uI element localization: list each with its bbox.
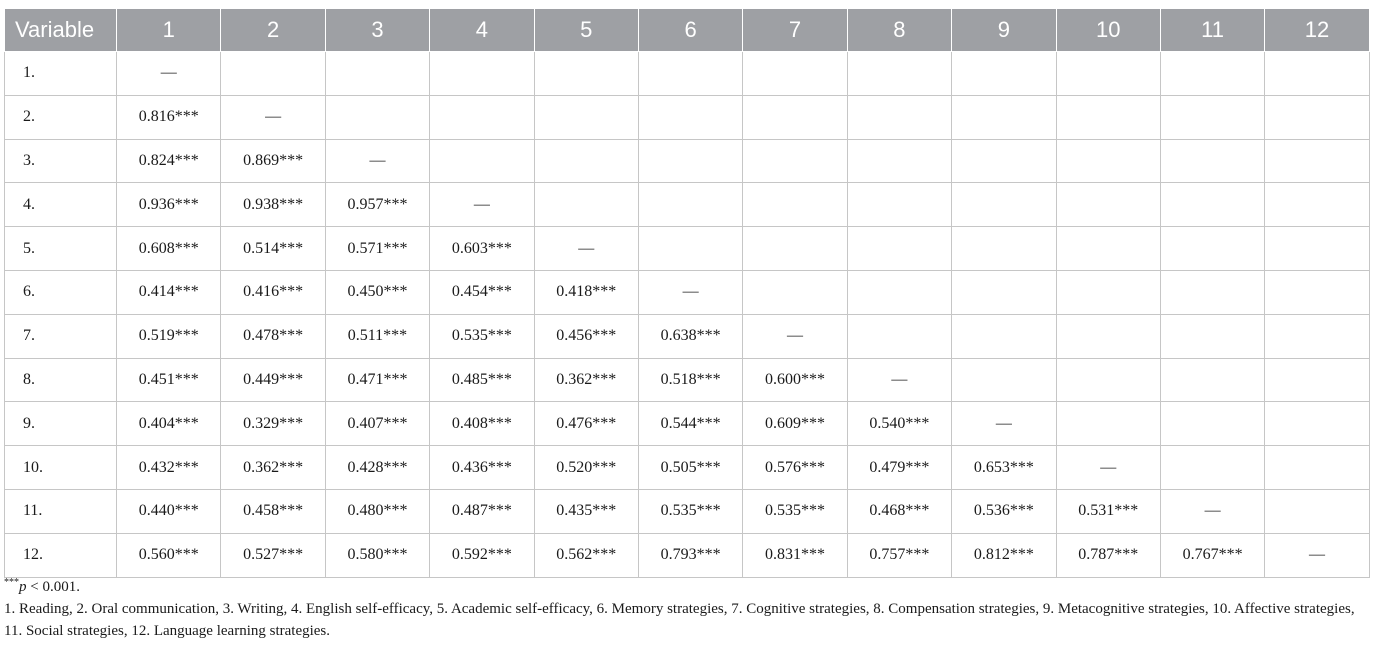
table-cell: 0.432*** [117, 446, 221, 490]
table-cell: 0.938*** [221, 183, 325, 227]
variable-column-header: Variable [5, 9, 117, 52]
table-cell: 0.787*** [1056, 533, 1160, 577]
table-row [5, 446, 1370, 490]
column-header-12: 12 [1265, 9, 1369, 52]
table-cell: 0.362*** [534, 358, 638, 402]
table-cell: — [743, 314, 847, 358]
table-cell [743, 270, 847, 314]
table-cell: — [952, 402, 1056, 446]
table-cell [1160, 402, 1264, 446]
table-header [5, 9, 1370, 52]
table-cell: — [325, 139, 429, 183]
table-cell: — [117, 52, 221, 96]
table-cell [847, 95, 951, 139]
table-cell [1160, 270, 1264, 314]
table-cell: 0.527*** [221, 533, 325, 577]
table-row [5, 95, 1370, 139]
table-cell [1265, 95, 1369, 139]
table-cell: 0.571*** [325, 227, 429, 271]
table-cell: 0.600*** [743, 358, 847, 402]
table-cell [1056, 227, 1160, 271]
table-row [5, 402, 1370, 446]
table-cell [1056, 270, 1160, 314]
table-cell [1160, 95, 1264, 139]
table-cell [1160, 52, 1264, 96]
table-cell [638, 52, 742, 96]
column-header-7: 7 [743, 9, 847, 52]
column-header-4: 4 [430, 9, 534, 52]
table-row [5, 52, 1370, 96]
table-cell [1160, 314, 1264, 358]
table-cell [847, 183, 951, 227]
table-cell: 0.816*** [117, 95, 221, 139]
table-cell: 0.562*** [534, 533, 638, 577]
table-cell: 0.535*** [743, 489, 847, 533]
row-label: 10. [5, 446, 117, 490]
table-cell [534, 95, 638, 139]
table-cell [1265, 358, 1369, 402]
table-row [5, 183, 1370, 227]
table-cell: 0.440*** [117, 489, 221, 533]
table-cell [1056, 314, 1160, 358]
table-cell: 0.511*** [325, 314, 429, 358]
table-cell: 0.468*** [847, 489, 951, 533]
table-row [5, 227, 1370, 271]
table-cell [1056, 139, 1160, 183]
table-cell: 0.404*** [117, 402, 221, 446]
table-cell: 0.812*** [952, 533, 1056, 577]
significance-stars: *** [4, 577, 19, 588]
table-cell: — [1265, 533, 1369, 577]
table-cell [1056, 95, 1160, 139]
table-cell [638, 95, 742, 139]
table-cell [1056, 358, 1160, 402]
column-header-8: 8 [847, 9, 951, 52]
table-cell: 0.454*** [430, 270, 534, 314]
row-label: 9. [5, 402, 117, 446]
table-cell [1056, 183, 1160, 227]
table-cell [534, 52, 638, 96]
table-cell: — [847, 358, 951, 402]
table-cell [638, 227, 742, 271]
table-cell [1160, 358, 1264, 402]
table-cell [743, 139, 847, 183]
table-cell: — [638, 270, 742, 314]
table-cell: 0.458*** [221, 489, 325, 533]
column-header-9: 9 [952, 9, 1056, 52]
table-row [5, 314, 1370, 358]
row-label: 2. [5, 95, 117, 139]
row-label: 7. [5, 314, 117, 358]
table-cell: 0.519*** [117, 314, 221, 358]
table-row [5, 533, 1370, 577]
table-cell [1265, 139, 1369, 183]
table-cell: 0.535*** [638, 489, 742, 533]
table-cell: 0.471*** [325, 358, 429, 402]
column-header-3: 3 [325, 9, 429, 52]
table-cell [1265, 314, 1369, 358]
table-row [5, 489, 1370, 533]
significance-threshold: < 0.001. [26, 579, 80, 595]
table-cell [638, 139, 742, 183]
table-cell: 0.408*** [430, 402, 534, 446]
row-label: 11. [5, 489, 117, 533]
table-cell [1265, 270, 1369, 314]
table-cell [430, 95, 534, 139]
row-label: 8. [5, 358, 117, 402]
table-row [5, 358, 1370, 402]
row-label: 5. [5, 227, 117, 271]
table-cell: 0.418*** [534, 270, 638, 314]
column-header-2: 2 [221, 9, 325, 52]
table-cell: 0.362*** [221, 446, 325, 490]
table-cell: 0.560*** [117, 533, 221, 577]
column-header-11: 11 [1160, 9, 1264, 52]
table-cell [952, 314, 1056, 358]
table-cell [325, 95, 429, 139]
p-symbol: p [19, 579, 27, 595]
variable-legend-footnote: 1. Reading, 2. Oral communication, 3. Writing, 4. English self-efficacy, 5. Academic self-efficacy, 6. Memory strategies, 7. Cognitive strategies, 8. Compensation strategies, 9. Metacognitive strategies, 10. Affective strategies, 11. Social strategies, 12. Language learning strategies. [4, 601, 1355, 639]
table-cell: 0.767*** [1160, 533, 1264, 577]
table-cell: 0.476*** [534, 402, 638, 446]
column-header-5: 5 [534, 9, 638, 52]
table-cell: 0.603*** [430, 227, 534, 271]
table-cell [952, 358, 1056, 402]
table-cell [952, 183, 1056, 227]
table-cell [847, 52, 951, 96]
table-cell: 0.449*** [221, 358, 325, 402]
table-cell: 0.451*** [117, 358, 221, 402]
header-row [5, 9, 1370, 52]
correlation-table [4, 8, 1370, 578]
table-cell: 0.450*** [325, 270, 429, 314]
table-cell: 0.757*** [847, 533, 951, 577]
table-cell: 0.428*** [325, 446, 429, 490]
table-cell [1160, 227, 1264, 271]
table-cell: 0.485*** [430, 358, 534, 402]
table-row [5, 139, 1370, 183]
table-cell: 0.653*** [952, 446, 1056, 490]
table-cell [952, 52, 1056, 96]
table-cell [1265, 52, 1369, 96]
table-cell: 0.435*** [534, 489, 638, 533]
table-cell [952, 270, 1056, 314]
table-cell [1265, 227, 1369, 271]
column-header-10: 10 [1056, 9, 1160, 52]
table-cell: 0.831*** [743, 533, 847, 577]
table-cell [743, 52, 847, 96]
table-cell: 0.824*** [117, 139, 221, 183]
table-cell [847, 139, 951, 183]
table-cell [952, 227, 1056, 271]
row-label: 3. [5, 139, 117, 183]
table-cell: 0.638*** [638, 314, 742, 358]
table-cell [1160, 183, 1264, 227]
table-cell: 0.416*** [221, 270, 325, 314]
table-cell [1160, 446, 1264, 490]
table-cell: 0.487*** [430, 489, 534, 533]
table-cell [1056, 402, 1160, 446]
table-cell: 0.505*** [638, 446, 742, 490]
table-cell [221, 52, 325, 96]
table-cell: 0.957*** [325, 183, 429, 227]
table-cell [952, 95, 1056, 139]
significance-footnote [4, 572, 80, 598]
column-header-1: 1 [117, 9, 221, 52]
table-cell: 0.478*** [221, 314, 325, 358]
table-cell [534, 183, 638, 227]
table-cell: 0.592*** [430, 533, 534, 577]
table-cell: 0.407*** [325, 402, 429, 446]
table-cell: 0.456*** [534, 314, 638, 358]
table-cell: 0.576*** [743, 446, 847, 490]
table-cell [1265, 446, 1369, 490]
table-cell [743, 95, 847, 139]
table-cell [1265, 489, 1369, 533]
table-cell [1160, 139, 1264, 183]
table-cell: 0.479*** [847, 446, 951, 490]
table-cell: 0.608*** [117, 227, 221, 271]
table-cell: 0.436*** [430, 446, 534, 490]
table-cell [534, 139, 638, 183]
table-cell: 0.480*** [325, 489, 429, 533]
table-body [5, 52, 1370, 578]
table-cell [847, 227, 951, 271]
row-label: 6. [5, 270, 117, 314]
table-cell [952, 139, 1056, 183]
table-cell: 0.414*** [117, 270, 221, 314]
table-cell: 0.518*** [638, 358, 742, 402]
table-cell: 0.535*** [430, 314, 534, 358]
table-cell: 0.580*** [325, 533, 429, 577]
table-cell: 0.544*** [638, 402, 742, 446]
table-cell [743, 227, 847, 271]
table-cell [847, 270, 951, 314]
table-cell: 0.520*** [534, 446, 638, 490]
row-label: 4. [5, 183, 117, 227]
table-cell: — [534, 227, 638, 271]
table-cell [1265, 402, 1369, 446]
table-cell: 0.540*** [847, 402, 951, 446]
table-cell [430, 139, 534, 183]
table-cell [1056, 52, 1160, 96]
table-cell: 0.869*** [221, 139, 325, 183]
table-cell: 0.609*** [743, 402, 847, 446]
table-row [5, 270, 1370, 314]
table-cell: 0.536*** [952, 489, 1056, 533]
row-label: 1. [5, 52, 117, 96]
table-cell [847, 314, 951, 358]
table-cell: — [221, 95, 325, 139]
table-cell: — [430, 183, 534, 227]
table-cell [1265, 183, 1369, 227]
table-cell: 0.793*** [638, 533, 742, 577]
table-cell [325, 52, 429, 96]
table-cell [430, 52, 534, 96]
table-cell: 0.531*** [1056, 489, 1160, 533]
row-label: 12. [5, 533, 117, 577]
table-cell: 0.514*** [221, 227, 325, 271]
table-cell [638, 183, 742, 227]
column-header-6: 6 [638, 9, 742, 52]
table-cell: 0.329*** [221, 402, 325, 446]
table-cell: 0.936*** [117, 183, 221, 227]
table-cell [743, 183, 847, 227]
table-cell: — [1056, 446, 1160, 490]
table-cell: — [1160, 489, 1264, 533]
